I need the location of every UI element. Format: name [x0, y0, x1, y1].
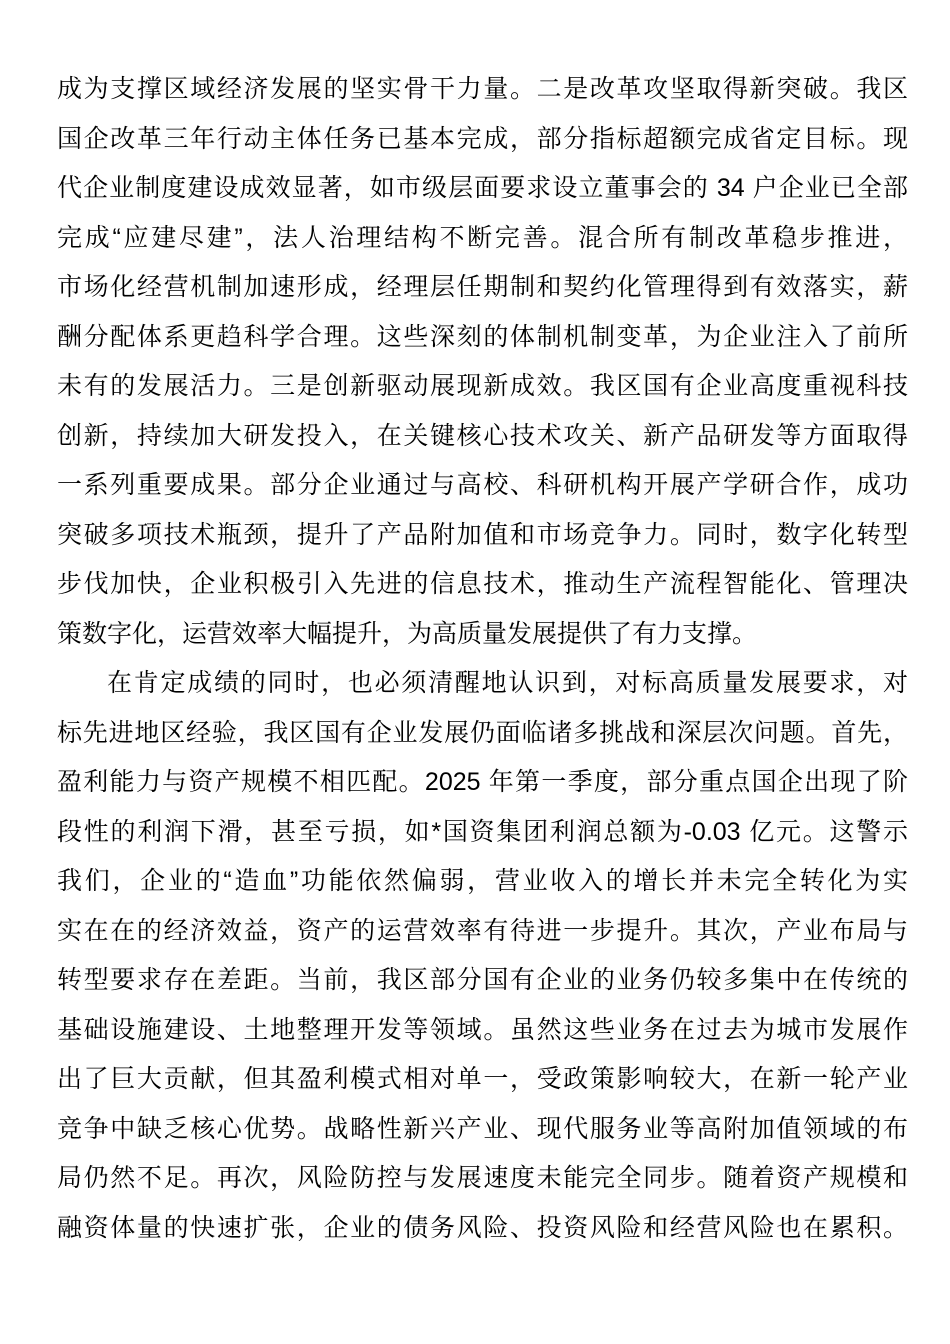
text-line: 局仍然不足。再次，风险防控与发展速度未能完全同步。随着资产规模和 — [57, 1164, 908, 1192]
text-line: 突破多项技术瓶颈，提升了产品附加值和市场竞争力。同时，数字化转型 — [57, 520, 908, 549]
text-line: 在肯定成绩的同时，也必须清醒地认识到，对标高质量发展要求，对 — [107, 669, 908, 697]
text-line: 出了巨大贡献，但其盈利模式相对单一，受政策影响较大，在新一轮产业 — [57, 1065, 908, 1093]
text-line: 段性的利润下滑，甚至亏损，如*国资集团利润总额为-0.03 亿元。这警示 — [57, 817, 908, 846]
text-line: 代企业制度建设成效显著，如市级层面要求设立董事会的 34 户企业已全部 — [57, 174, 908, 202]
text-line: 市场化经营机制加速形成，经理层任期制和契约化管理得到有效落实，薪 — [57, 273, 908, 301]
text-line: 盈利能力与资产规模不相匹配。2025 年第一季度，部分重点国企出现了阶 — [57, 768, 908, 796]
paragraph-1 — [57, 65, 908, 659]
text-line: 酬分配体系更趋科学合理。这些深刻的体制机制变革，为企业注入了前所 — [57, 322, 908, 351]
text-line: 基础设施建设、土地整理开发等领域。虽然这些业务在过去为城市发展作 — [57, 1015, 908, 1044]
text-line: 融资体量的快速扩张，企业的债务风险、投资风险和经营风险也在累积。 — [57, 1213, 908, 1242]
text-line: 一系列重要成果。部分企业通过与高校、科研机构开展产学研合作，成功 — [57, 471, 908, 499]
text-line: 国企改革三年行动主体任务已基本完成，部分指标超额完成省定目标。现 — [57, 124, 908, 153]
text-line: 标先进地区经验，我区国有企业发展仍面临诸多挑战和深层次问题。首先， — [57, 718, 908, 747]
text-line: 转型要求存在差距。当前，我区部分国有企业的业务仍较多集中在传统的 — [57, 966, 908, 994]
text-line: 我们，企业的“造血”功能依然偏弱，营业收入的增长并未完全转化为实 — [57, 867, 908, 895]
paragraph-2 — [57, 659, 908, 1253]
text-line: 完成“应建尽建”，法人治理结构不断完善。混合所有制改革稳步推进， — [57, 223, 908, 252]
text-line: 创新，持续加大研发投入，在关键核心技术攻关、新产品研发等方面取得 — [57, 421, 908, 450]
text-line: 竞争中缺乏核心优势。战略性新兴产业、现代服务业等高附加值领域的布 — [57, 1114, 908, 1143]
text-line: 未有的发展活力。三是创新驱动展现新成效。我区国有企业高度重视科技 — [57, 372, 908, 400]
document-text-block — [57, 65, 908, 1253]
text-line: 实在在的经济效益，资产的运营效率有待进一步提升。其次，产业布局与 — [57, 916, 908, 945]
text-line: 策数字化，运营效率大幅提升，为高质量发展提供了有力支撑。 — [57, 619, 758, 648]
text-line: 步伐加快，企业积极引入先进的信息技术，推动生产流程智能化、管理决 — [57, 570, 908, 598]
text-line: 成为支撑区域经济发展的坚实骨干力量。二是改革攻坚取得新突破。我区 — [57, 75, 908, 103]
